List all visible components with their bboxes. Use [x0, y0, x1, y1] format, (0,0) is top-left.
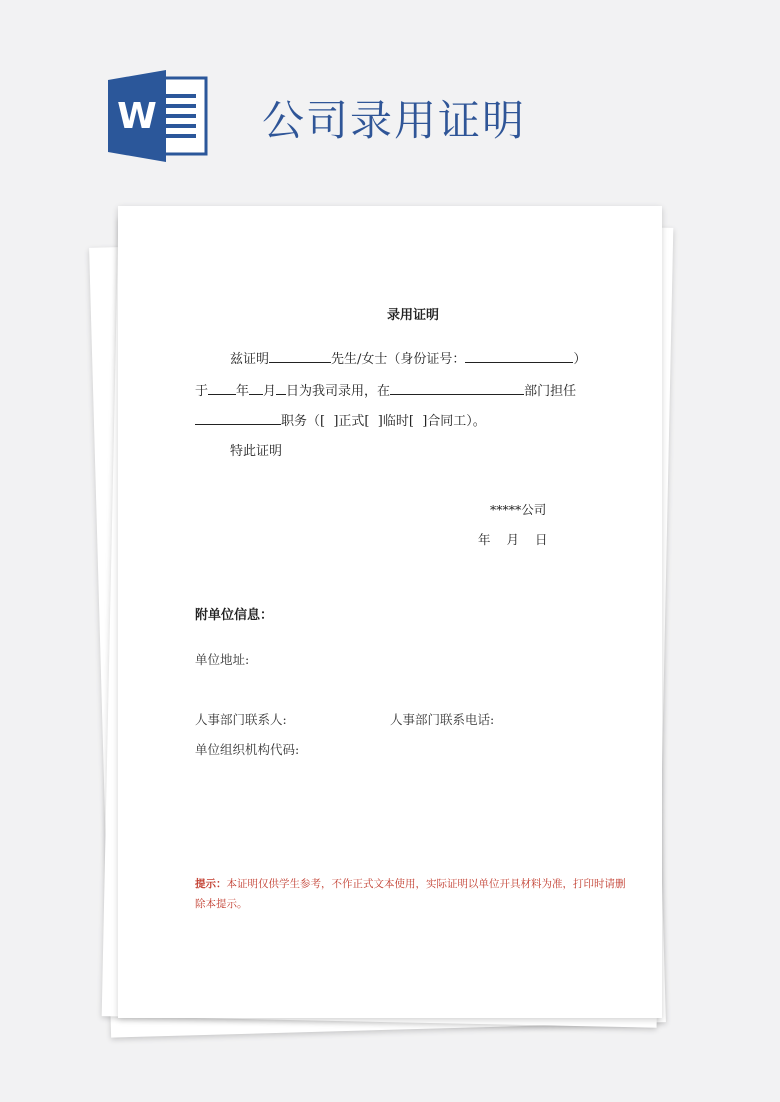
hr-contact-label: 人事部门联系人: [195, 712, 287, 727]
line2-day: 日为我司录用，在 [286, 384, 391, 399]
line3-temp: ]临时[ [377, 414, 414, 429]
line2-prefix: 于 [195, 384, 209, 399]
body-line-4: 特此证明 [230, 444, 283, 459]
page-title: 公司录用证明 [262, 96, 527, 145]
document-title: 录用证明 [387, 308, 440, 323]
date-line: 年 月 日 [478, 532, 548, 547]
line1-mid: 先生/女士（身份证号： [331, 352, 466, 367]
line1-prefix: 兹证明 [230, 352, 270, 367]
line2-month: 月 [263, 384, 277, 399]
tip-text: 本证明仅供学生参考，不作正式文本使用，实际证明以单位开具材料为准，打印时请删除本提示。 [195, 878, 626, 910]
line2-year: 年 [236, 384, 250, 399]
day-blank [276, 383, 286, 395]
hr-phone-label: 人事部门联系电话: [390, 712, 495, 727]
attachment-title: 附单位信息： [195, 608, 274, 623]
dept-blank [390, 383, 524, 395]
org-code-label: 单位组织机构代码: [195, 742, 300, 757]
address-label: 单位地址: [195, 652, 250, 667]
line3-contract: ]合同工）。 [422, 414, 486, 429]
svg-text:W: W [117, 96, 157, 137]
name-blank [269, 351, 331, 363]
body-line-1 [230, 348, 586, 367]
line1-end: ） [573, 352, 587, 367]
line2-dept: 部门担任 [524, 384, 577, 399]
line3-position: 职务（[ [281, 414, 326, 429]
position-blank [195, 413, 281, 425]
year-blank [208, 383, 236, 395]
month-blank [249, 383, 263, 395]
word-doc-icon [108, 70, 208, 162]
company-name: *****公司 [490, 502, 547, 517]
tip-label: 提示： [195, 878, 227, 890]
tip-notice [195, 874, 635, 914]
body-line-2 [195, 380, 576, 399]
line3-formal: ]正式[ [333, 414, 370, 429]
body-line-3 [195, 410, 486, 429]
id-blank [465, 351, 573, 363]
